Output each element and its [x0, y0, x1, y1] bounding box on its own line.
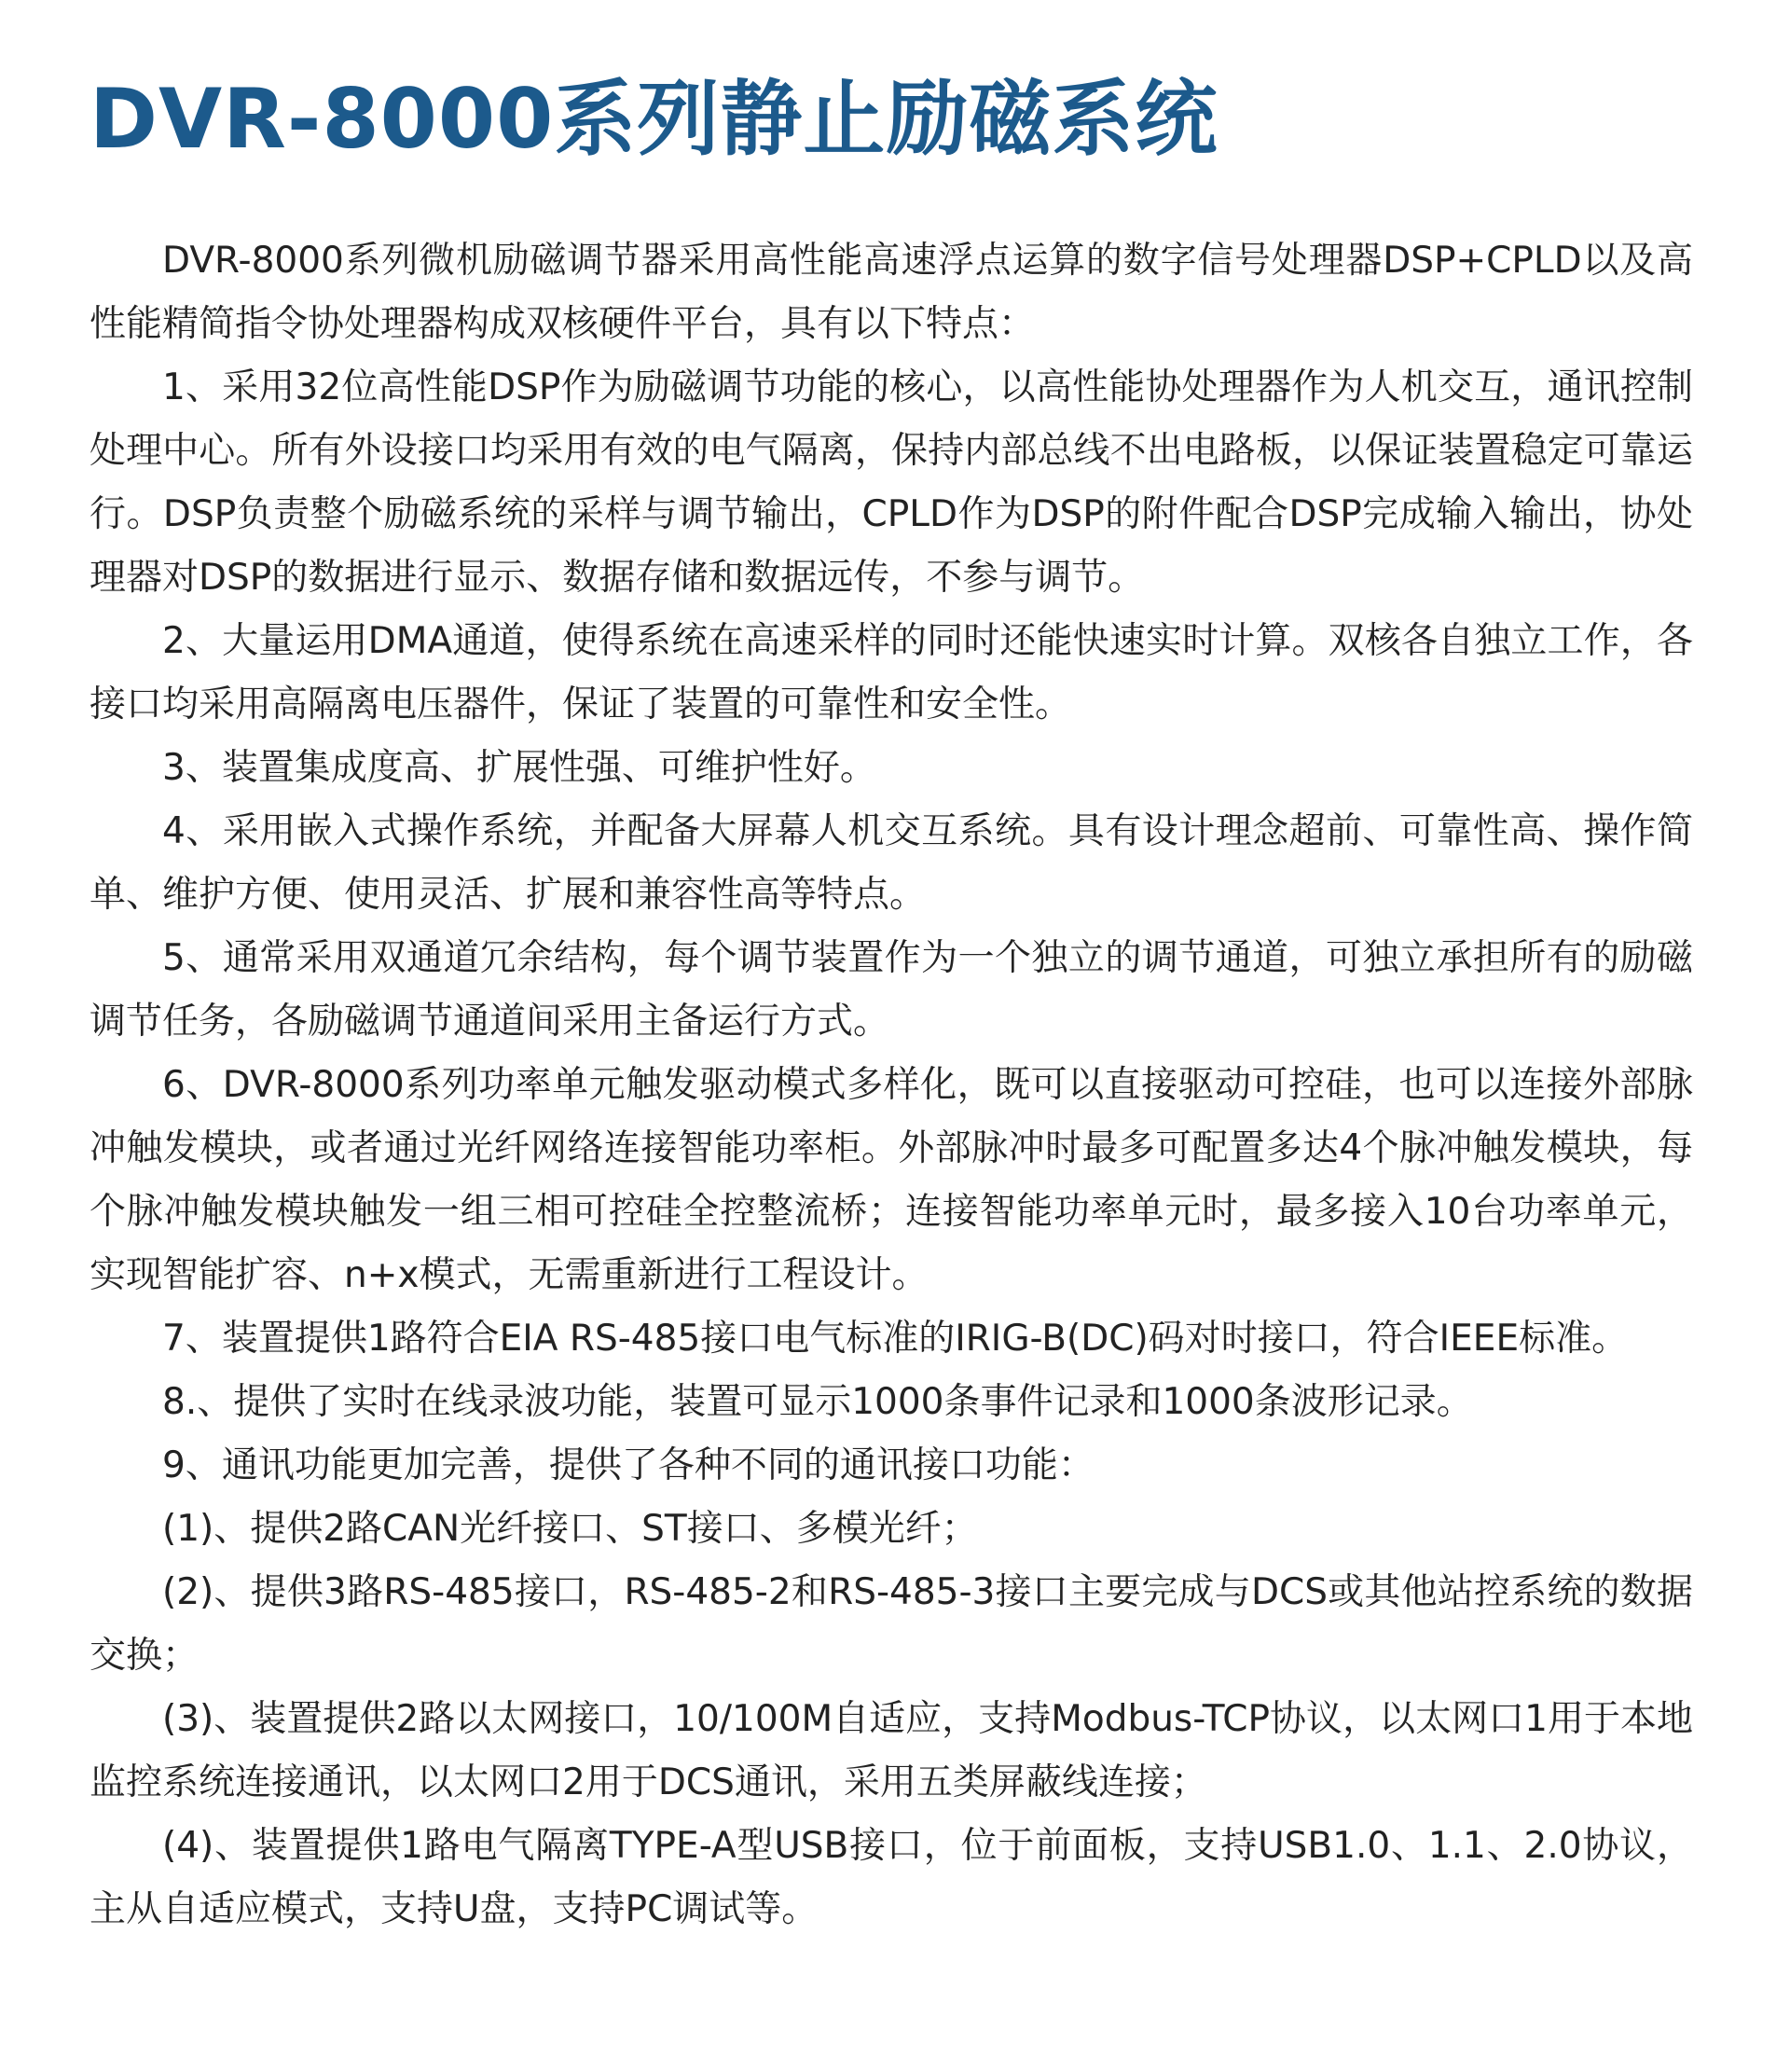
feature-8-paragraph: 8.、提供了实时在线录波功能，装置可显示1000条事件记录和1000条波形记录。 — [162, 1381, 1473, 1423]
sub-item-1-paragraph: (1)、提供2路CAN光纤接口、ST接口、多模光纤； — [162, 1508, 978, 1550]
page-title: DVR-8000系列静止励磁系统 — [90, 71, 1219, 167]
feature-9-paragraph: 9、通讯功能更加完善，提供了各种不同的通讯接口功能： — [162, 1444, 1095, 1486]
feature-5-paragraph: 5、通常采用双通道冗余结构，每个调节装置作为一个独立的调节通道，可独立承担所有的励磁调节任务，各励磁调节通道间采用主备运行方式。 — [90, 937, 1693, 1043]
intro-paragraph: DVR-8000系列微机励磁调节器采用高性能高速浮点运算的数字信号处理器DSP+CPLD以及高性能精简指令协处理器构成双核硬件平台，具有以下特点： — [90, 240, 1693, 345]
feature-2-paragraph: 2、大量运用DMA通道，使得系统在高速采样的同时还能快速实时计算。双核各自独立工作，各接口均采用高隔离电压器件，保证了装置的可靠性和安全性。 — [90, 620, 1693, 725]
feature-4-paragraph: 4、采用嵌入式操作系统，并配备大屏幕人机交互系统。具有设计理念超前、可靠性高、操作简单、维护方便、使用灵活、扩展和兼容性高等特点。 — [90, 810, 1693, 916]
sub-item-2-paragraph: (2)、提供3路RS-485接口，RS-485-2和RS-485-3接口主要完成与DCS或其他站控系统的数据交换； — [90, 1571, 1693, 1677]
sub-item-4-paragraph: (4)、装置提供1路电气隔离TYPE-A型USB接口，位于前面板，支持USB1.0、1.1、2.0协议，主从自适应模式，支持U盘，支持PC调试等。 — [90, 1825, 1693, 1930]
document-body — [90, 229, 1693, 1941]
feature-1-paragraph: 1、采用32位高性能DSP作为励磁调节功能的核心，以高性能协处理器作为人机交互，通讯控制处理中心。所有外设接口均采用有效的电气隔离，保持内部总线不出电路板，以保证装置稳定可靠运行。DSP负责整个励磁系统的采样与调节输出，CPLD作为DSP的附件配合DSP完成输入输出，协处理器对DSP的数据进行显示、数据存储和数据远传，不参与调节。 — [90, 366, 1693, 599]
feature-3-paragraph: 3、装置集成度高、扩展性强、可维护性好。 — [162, 747, 876, 789]
feature-7-paragraph: 7、装置提供1路符合EIA RS-485接口电气标准的IRIG-B(DC)码对时接口，符合IEEE标准。 — [162, 1318, 1629, 1360]
document-page — [90, 65, 1693, 1941]
sub-item-3-paragraph: (3)、装置提供2路以太网接口，10/100M自适应，支持Modbus-TCP协议，以太网口1用于本地监控系统连接通讯，以太网口2用于DCS通讯，采用五类屏蔽线连接； — [90, 1698, 1693, 1803]
feature-6-paragraph: 6、DVR-8000系列功率单元触发驱动模式多样化，既可以直接驱动可控硅，也可以连接外部脉冲触发模块，或者通过光纤网络连接智能功率柜。外部脉冲时最多可配置多达4个脉冲触发模块，每个脉冲触发模块触发一组三相可控硅全控整流桥；连接智能功率单元时，最多接入10台功率单元，实现智能扩容、n+x模式，无需重新进行工程设计。 — [90, 1064, 1693, 1296]
